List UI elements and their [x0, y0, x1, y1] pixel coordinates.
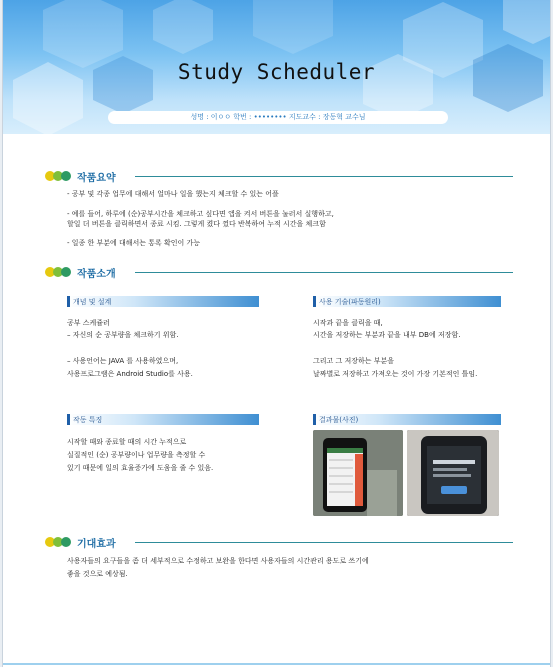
- section-title: 작품소개: [77, 265, 122, 280]
- subheading-results: [313, 414, 501, 425]
- section-header-expected: [45, 535, 513, 549]
- subheading-label: 개념 및 설계: [73, 298, 112, 306]
- tech-line: 시작과 끝을 클릭을 때,: [313, 319, 383, 327]
- subheading-label: 결과물(사진): [319, 416, 359, 424]
- section-divider: [135, 176, 513, 177]
- section-header-summary: [45, 169, 513, 183]
- summary-line: - 일종 한 부분에 대해서는 통록 확인이 가능: [67, 239, 201, 247]
- header-banner: [3, 0, 550, 134]
- section-divider: [135, 542, 513, 543]
- concept-line: – 사용언어는 JAVA 를 사용하였으며,: [67, 357, 179, 365]
- concept-line: 공부 스케쥴러: [67, 319, 110, 327]
- expected-line: 좋을 것으로 예상됨.: [67, 570, 128, 578]
- subheading-tech: [313, 296, 501, 307]
- tech-line: 날짜별로 저장하고 가져오는 것이 가장 기본적인 틀임.: [313, 370, 478, 378]
- section-header-intro: [45, 265, 513, 279]
- section-divider: [135, 272, 513, 273]
- subheading-label: 사용 기술(파동원리): [319, 298, 381, 306]
- phone-app-image: [407, 430, 499, 516]
- concept-line: 사용프로그램은 Android Studio를 사용.: [67, 370, 193, 378]
- subheading-label: 작동 특징: [73, 416, 103, 424]
- bullet-dots-icon: [45, 537, 75, 547]
- summary-line: - 예를 들어, 하루에 (순)공부시간을 체크하고 싶다면 앱을 켜서 버튼을 눌러서 실행하고,: [67, 210, 334, 218]
- concept-line: – 자신의 순 공부량을 체크하기 위함.: [67, 331, 179, 339]
- tech-line: 그리고 그 저장하는 부분을: [313, 357, 395, 365]
- features-line: 있기 때문에 일의 효율증가에 도움을 줄 수 있음.: [67, 464, 214, 472]
- subheading-features: [67, 414, 259, 425]
- document-page: [2, 0, 551, 667]
- phone-app-image: [313, 430, 403, 516]
- expected-line: 사용자들의 요구들을 좀 더 세부적으로 수정하고 보완을 한다면 사용자들의 시간관리 용도로 쓰기에: [67, 557, 369, 565]
- features-line: 시작할 때와 종료할 때의 시간 누적으로: [67, 438, 187, 446]
- section-title: 기대효과: [77, 535, 122, 550]
- bullet-dots-icon: [45, 171, 75, 181]
- author-info-bar: 성명 : 이ㅇㅇ 학번 : •••••••• 지도교수 : 장동혁 교수님: [108, 111, 448, 124]
- features-line: 실질적인 (순) 공부량이나 업무량을 측정할 수: [67, 451, 206, 459]
- result-photo-2: [407, 430, 499, 516]
- section-title: 작품요약: [77, 169, 122, 184]
- footer-divider: [3, 663, 550, 665]
- bullet-dots-icon: [45, 267, 75, 277]
- summary-line: - 공부 및 각종 업무에 대해서 얼마나 일을 했는지 체크할 수 있는 어플: [67, 190, 279, 198]
- subheading-concept: [67, 296, 259, 307]
- document-title: Study Scheduler: [177, 60, 376, 84]
- result-photo-1: [313, 430, 403, 516]
- tech-line: 시간을 저장하는 부분과 끝을 내부 DB에 저장함.: [313, 331, 461, 339]
- summary-line: 할일 더 버튼을 클릭하면서 종료 시킴. 그렇게 켰다 껐다 반복하여 누적 시간을 체크함: [67, 220, 326, 228]
